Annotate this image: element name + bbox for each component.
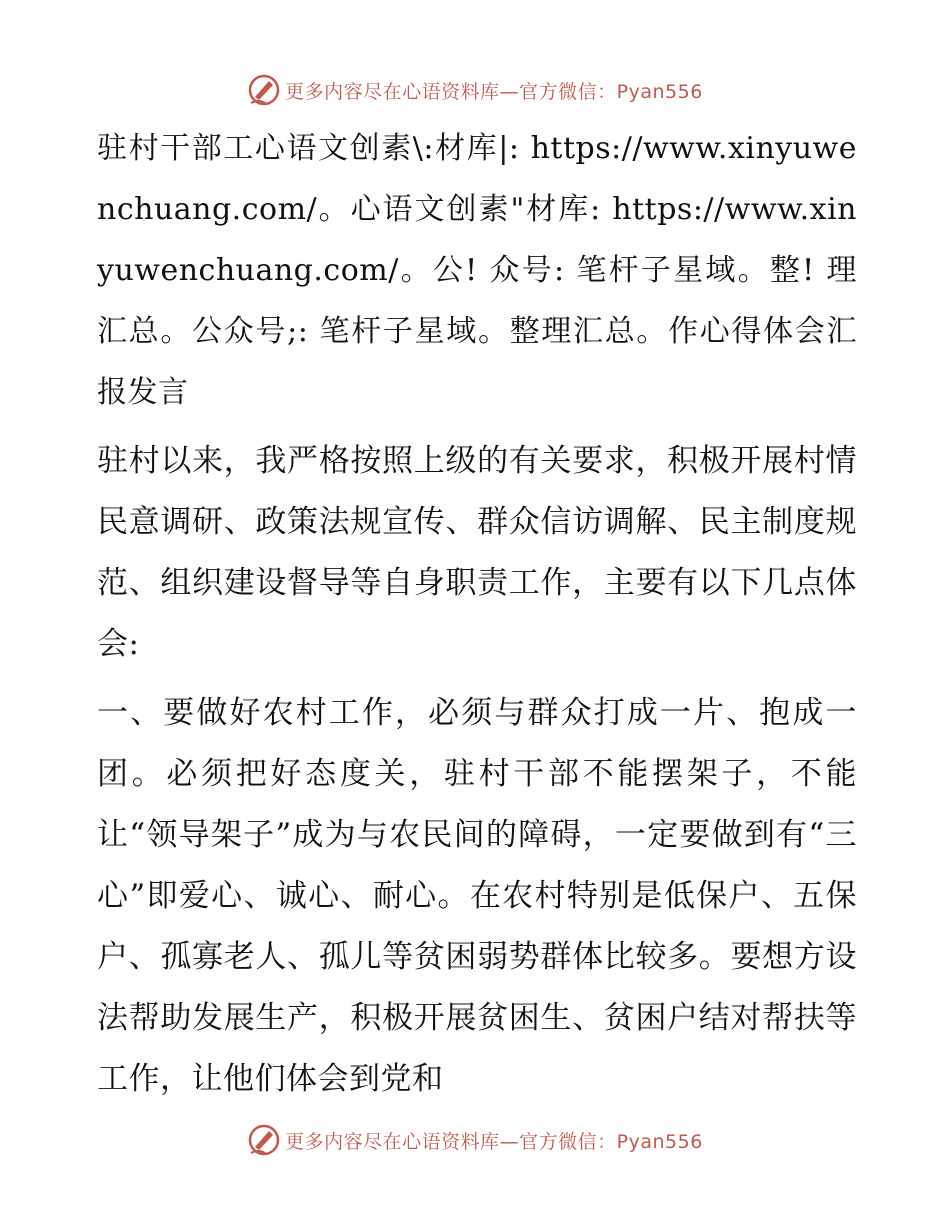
pen-circle-logo-icon (247, 1123, 281, 1157)
paragraph-point-one: 一、要做好农村工作，必须与群众打成一片、抱成一团。必须把好态度关，驻村干部不能摆架子，不能让“领导架子”成为与农民间的障碍，一定要做到有“三心”即爱心、诚心、耐心。在农村特别是低保户、五保户、孤寡老人、孤儿等贫困弱势群体比较多。要想方设法帮助发展生产，积极开展贫困生、贫困户结对帮扶等工作，让他们体会到党和 (97, 695, 857, 1097)
wechat-id: Pyan556 (616, 80, 703, 103)
banner-text (285, 77, 703, 104)
header-watermark-banner (0, 70, 950, 110)
pen-circle-logo-icon (247, 73, 281, 107)
banner-label: 更多内容尽在心语资料库—官方微信： (285, 80, 617, 103)
paragraph-intro: 驻村干部工心语文创素\:材库|: https://www.xinyuwenchuang.com/。心语文创素"材库: https://www.xinyuwenchuang.com/。公! 众号: 笔杆子星域。整! 理汇总。公众号;: 笔杆子星域。整理汇总。作心得体会汇报发言 (97, 131, 857, 410)
document-body (97, 118, 857, 1110)
paragraph-overview: 驻村以来，我严格按照上级的有关要求，积极开展村情民意调研、政策法规宣传、群众信访调解、民主制度规范、组织建设督导等自身职责工作，主要有以下几点体会: (97, 443, 857, 662)
banner-text (285, 1127, 703, 1154)
banner-label: 更多内容尽在心语资料库—官方微信： (285, 1130, 617, 1153)
footer-watermark-banner (0, 1120, 950, 1160)
wechat-id: Pyan556 (616, 1130, 703, 1153)
